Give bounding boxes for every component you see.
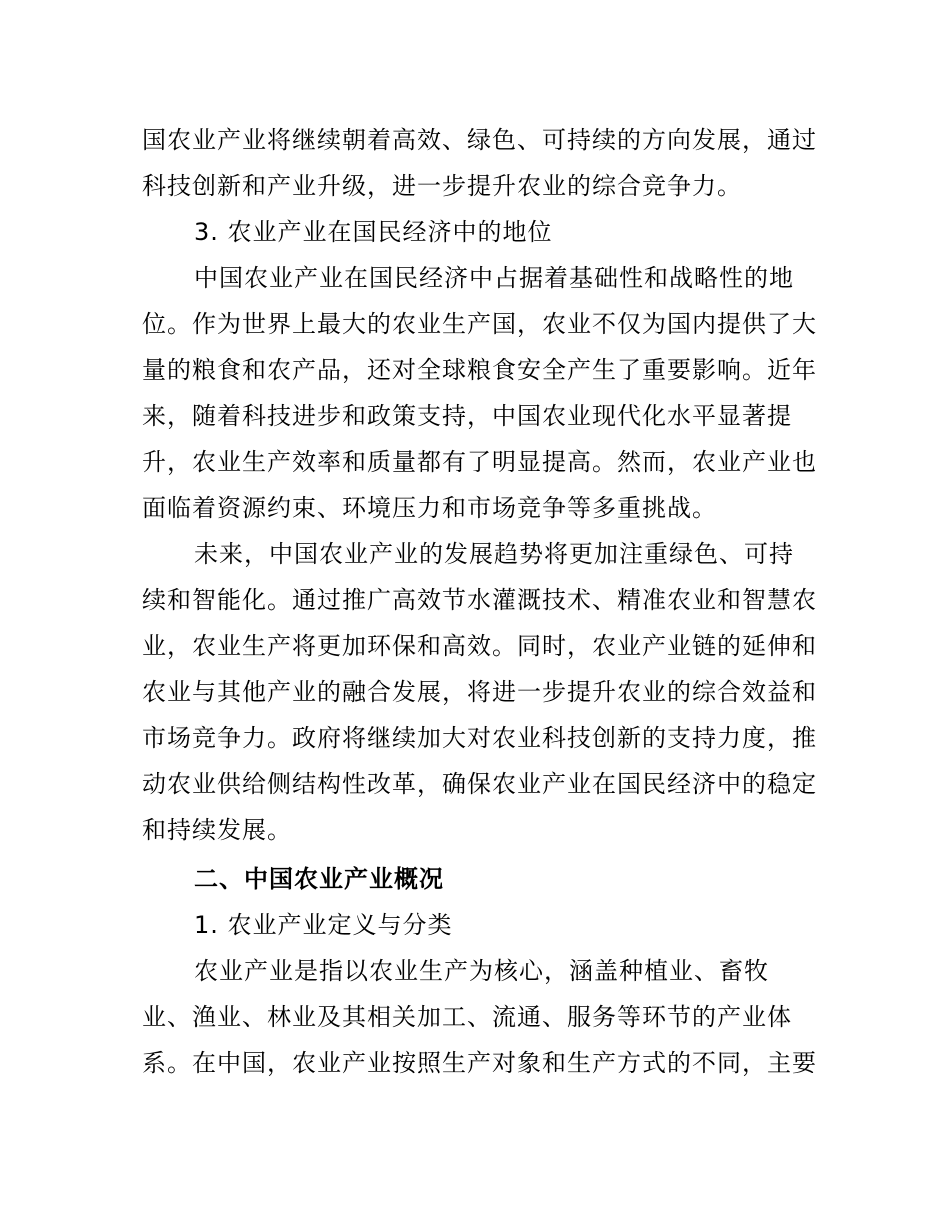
paragraph-line: 动农业供给侧结构性改革，确保农业产业在国民经济中的稳定 <box>142 770 817 798</box>
paragraph-line: 量的粮食和农产品，还对全球粮食安全产生了重要影响。近年 <box>142 356 817 384</box>
section-heading: 3. 农业产业在国民经济中的地位 <box>194 218 553 246</box>
paragraph-line: 业、渔业、林业及其相关加工、流通、服务等环节的产业体 <box>142 1003 792 1031</box>
section-heading: 1. 农业产业定义与分类 <box>194 911 453 939</box>
paragraph-line: 位。作为世界上最大的农业生产国，农业不仅为国内提供了大 <box>142 310 817 338</box>
paragraph-line: 农业与其他产业的融合发展，将进一步提升农业的综合效益和 <box>142 678 817 706</box>
paragraph-line: 升，农业生产效率和质量都有了明显提高。然而，农业产业也 <box>142 448 817 476</box>
paragraph-line: 来，随着科技进步和政策支持，中国农业现代化水平显著提 <box>142 402 792 430</box>
paragraph-line: 系。在中国，农业产业按照生产对象和生产方式的不同，主要 <box>142 1049 817 1077</box>
chapter-heading: 二、中国农业产业概况 <box>194 865 444 893</box>
paragraph-line: 面临着资源约束、环境压力和市场竞争等多重挑战。 <box>142 494 717 522</box>
paragraph-line: 市场竞争力。政府将继续加大对农业科技创新的支持力度，推 <box>142 724 817 752</box>
paragraph-line: 业，农业生产将更加环保和高效。同时，农业产业链的延伸和 <box>142 632 817 660</box>
paragraph-line: 续和智能化。通过推广高效节水灌溉技术、精准农业和智慧农 <box>142 586 817 614</box>
paragraph-line: 未来，中国农业产业的发展趋势将更加注重绿色、可持 <box>194 540 794 568</box>
paragraph-line: 农业产业是指以农业生产为核心，涵盖种植业、畜牧 <box>194 957 769 985</box>
paragraph-line: 中国农业产业在国民经济中占据着基础性和战略性的地 <box>194 264 794 292</box>
paragraph-line: 国农业产业将继续朝着高效、绿色、可持续的方向发展，通过 <box>142 126 817 154</box>
paragraph-line: 科技创新和产业升级，进一步提升农业的综合竞争力。 <box>142 172 742 200</box>
paragraph-line: 和持续发展。 <box>142 816 292 844</box>
